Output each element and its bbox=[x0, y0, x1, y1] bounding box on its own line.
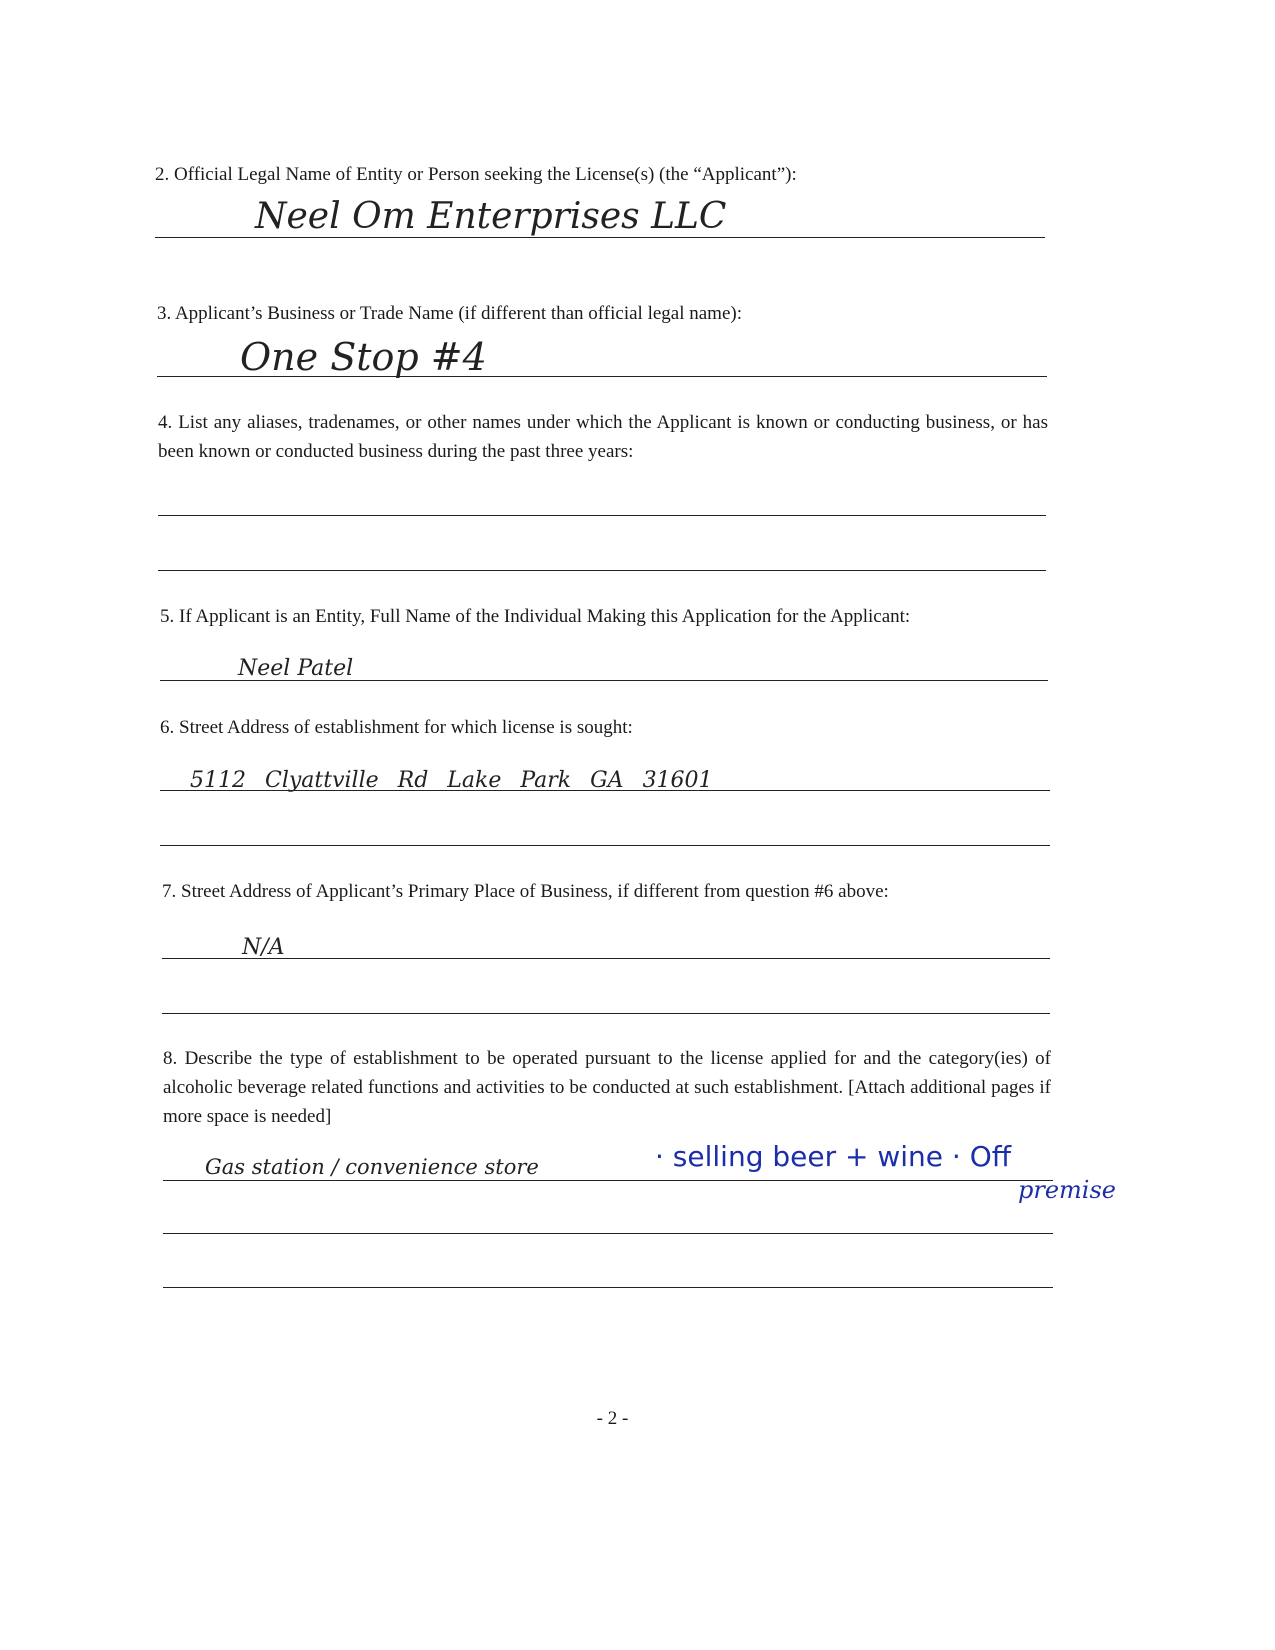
question-6-label: 6. Street Address of establishment for which license is sought: bbox=[160, 717, 633, 738]
question-6-line-2 bbox=[160, 845, 1050, 846]
question-5-label: 5. If Applicant is an Entity, Full Name of the Individual Making this Application for the Applicant: bbox=[160, 606, 911, 627]
question-2-answer: Neel Om Enterprises LLC bbox=[255, 196, 727, 237]
question-2-line bbox=[155, 237, 1045, 238]
question-4-line-1 bbox=[158, 515, 1046, 516]
question-3-answer: One Stop #4 bbox=[240, 335, 487, 379]
question-3-line bbox=[157, 376, 1047, 377]
question-8-line-2 bbox=[163, 1233, 1053, 1234]
question-5-line bbox=[160, 680, 1048, 681]
question-2-label: 2. Official Legal Name of Entity or Person seeking the License(s) (the “Applicant”): bbox=[155, 164, 797, 185]
question-6-line-1 bbox=[160, 790, 1050, 791]
question-8-line-1 bbox=[163, 1180, 1053, 1181]
question-8-answer-part-2: · selling beer + wine · Off bbox=[655, 1140, 1012, 1173]
question-5-answer: Neel Patel bbox=[238, 656, 354, 681]
question-8-answer-part-3: premise bbox=[1018, 1176, 1116, 1204]
question-7-answer: N/A bbox=[242, 935, 285, 960]
question-8-label: 8. Describe the type of establishment to be operated pursuant to the license applied for and the category(ies) of alcoholic beverage related functions and activities to be conducted at such establishment. [Attach additional pages if more space is needed] bbox=[163, 1048, 1051, 1127]
question-8-answer-part-1: Gas station / convenience store bbox=[205, 1155, 539, 1179]
question-3-label: 3. Applicant’s Business or Trade Name (if different than official legal name): bbox=[157, 303, 742, 324]
question-4-line-2 bbox=[158, 570, 1046, 571]
question-4-label: 4. List any aliases, tradenames, or other names under which the Applicant is known or conducting business, or has been known or conducted business during the past three years: bbox=[158, 412, 1048, 462]
page-number: - 2 - bbox=[596, 1408, 629, 1429]
question-8-line-3 bbox=[163, 1287, 1053, 1288]
question-6-answer: 5112 Clyattville Rd Lake Park GA 31601 bbox=[190, 768, 713, 793]
question-7-line-2 bbox=[162, 1013, 1050, 1014]
question-7-label: 7. Street Address of Applicant’s Primary Place of Business, if different from question #6 above: bbox=[162, 881, 889, 902]
question-7-line-1 bbox=[162, 958, 1050, 959]
